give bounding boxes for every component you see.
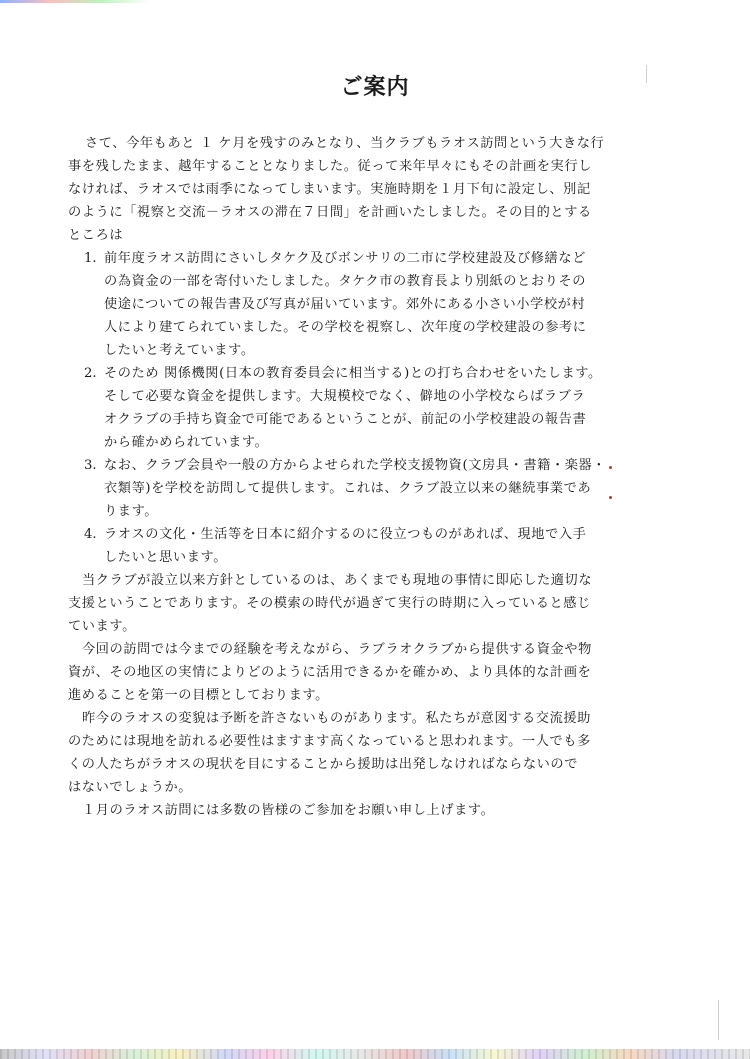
- paragraph-4-line-1: １月のラオス訪問には多数の皆様のご参加をお願い申し上げます。: [82, 803, 495, 818]
- scan-mark: [718, 1000, 719, 1040]
- list-item-number-4: 4.: [84, 527, 97, 542]
- list-item-4-line-2: したいと思います。: [104, 550, 228, 565]
- list-item-3-line-1: なお、クラブ会員や一般の方からよせられた学校支援物資(文房具・書籍・楽器・: [104, 458, 607, 473]
- paragraph-3-line-1: 昨今のラオスの変貌は予断を許さないものがあります。私たちが意図する交流援助: [82, 711, 591, 726]
- paragraph-2-line-3: 進めることを第一の目標としております。: [68, 688, 329, 703]
- intro-line-3: なければ、ラオスでは雨季になってしまいます。実施時期を１月下旬に設定し、別記: [68, 182, 591, 197]
- intro-line-2: 事を残したまま、越年することとなりました。従って来年早々にもその計画を実行し: [68, 159, 592, 174]
- list-item-number-3: 3.: [84, 458, 97, 473]
- paragraph-3-line-2: のためには現地を訪れる必要性はますます高くなっていると思われます。一人でも多: [68, 734, 591, 749]
- list-item-4-line-1: ラオスの文化・生活等を日本に紹介するのに役立つものがあれば、現地で入手: [104, 527, 587, 542]
- list-item-1-line-4: 人により建てられていました。その学校を視察し、次年度の学校建設の参考に: [104, 320, 587, 335]
- intro-line-1: さて、今年もあと １ ケ月を残すのみとなり、当クラブもラオス訪問という大きな行: [85, 136, 605, 151]
- list-item-1-line-5: したいと考えています。: [104, 343, 255, 358]
- paragraph-3-line-4: はないでしょうか。: [68, 780, 193, 795]
- list-item-3-line-3: ります。: [104, 504, 159, 519]
- paragraph-1-line-1: 当クラブが設立以来方針としているのは、あくまでも現地の事情に即応した適切な: [82, 573, 593, 588]
- page-title: ご案内: [340, 74, 410, 100]
- list-item-3-line-2: 衣類等)を学校を訪問して提供します。これは、クラブ設立以来の継続事業であ: [104, 481, 592, 496]
- scan-speck: [609, 466, 612, 469]
- list-item-1-line-2: の為資金の一部を寄付いたしました。タケク市の教育長より別紙のとおりその: [104, 274, 587, 289]
- scan-speck: [609, 496, 612, 499]
- paragraph-3-line-3: くの人たちがラオスの現状を目にすることから援助は出発しなければならないので: [68, 757, 579, 772]
- list-item-number-1: 1.: [84, 251, 97, 266]
- list-item-2-line-4: から確かめられています。: [104, 435, 269, 450]
- paragraph-1-line-2: 支援ということであります。その模索の時代が過ぎて実行の時期に入っていると感じ: [68, 596, 591, 611]
- list-item-1-line-3: 使途についての報告書及び写真が届いています。郊外にある小さい小学校が村: [104, 297, 586, 312]
- paragraph-2-line-1: 今回の訪問では今までの経験を考えながら、ラブラオクラブから提供する資金や物: [82, 642, 592, 657]
- list-item-2-line-3: オクラブの手持ち資金で可能であるということが、前記の小学校建設の報告書: [104, 412, 587, 427]
- intro-line-4: のように「視察と交流－ラオスの滞在７日間」を計画いたしました。その目的とする: [68, 205, 592, 220]
- list-item-2-line-1: そのため 関係機関(日本の教育委員会に相当する)との打ち合わせをいたします。: [104, 366, 602, 381]
- paragraph-2-line-2: 資が、その地区の実情によりどのように活用できるかを確かめ、より具体的な計画を: [68, 665, 592, 680]
- list-item-1-line-1: 前年度ラオス訪問にさいしタケク及びボンサリの二市に学校建設及び修繕など: [104, 251, 586, 266]
- scan-artifact-top: [0, 0, 150, 3]
- intro-line-5: ところは: [68, 228, 124, 243]
- list-item-number-2: 2.: [84, 366, 97, 381]
- paragraph-1-line-3: ています。: [68, 619, 136, 634]
- list-item-2-line-2: そして必要な資金を提供します。大規模校でなく、僻地の小学校ならばラブラ: [104, 389, 586, 404]
- scan-artifact-bottom: [0, 1049, 750, 1059]
- scan-mark: [646, 65, 647, 83]
